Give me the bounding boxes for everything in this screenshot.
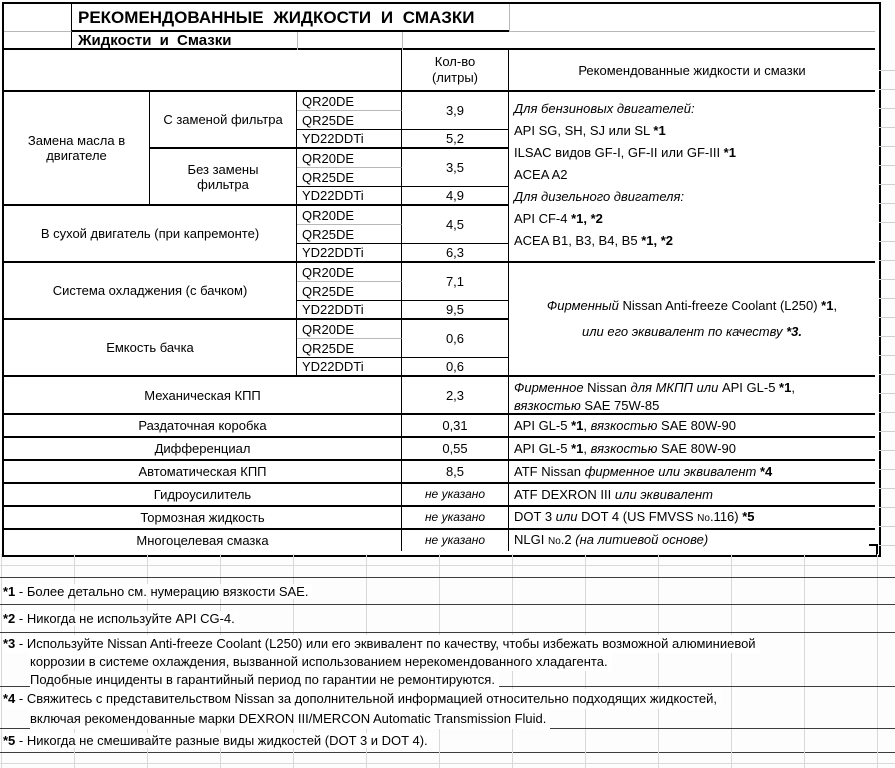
cell-value[interactable] (402, 461, 509, 484)
cell-engine-qr25de[interactable] (297, 282, 402, 301)
cell-value[interactable] (402, 438, 509, 461)
footnote-ref: *1, *2 (641, 233, 673, 248)
value-text: 5,2 (445, 131, 465, 146)
rec-antifreeze-line2: или его эквивалент по качеству *3. (581, 324, 803, 339)
page-subtitle-text: Жидкости и Смазки (78, 31, 232, 49)
cell-value[interactable] (402, 507, 509, 530)
column-header-quantity[interactable] (402, 50, 509, 92)
footnote-text: *2 - Никогда не используйте API CG-4. (3, 611, 239, 626)
engine-label: QR25DE (302, 283, 355, 299)
engine-label: QR25DE (302, 340, 355, 356)
engine-label: QR20DE (302, 264, 355, 280)
footnote-ref: *1 (653, 123, 666, 138)
footnote-2[interactable] (0, 605, 895, 633)
cell-engine-yd22ddti[interactable] (297, 358, 402, 377)
rec-diesel-api: API CF-4 *1, *2 (514, 211, 603, 226)
differential-label: Дифференциал (154, 441, 251, 456)
rec-grease: NLGI No.2 (на литиевой основе) (514, 532, 709, 547)
sheet-empty-bottom (0, 752, 895, 768)
grid-line (0, 565, 895, 566)
rec-ps: ATF DEXRON III или эквивалент (514, 487, 713, 502)
footnote-text: *5 - Никогда не смешивайте разные виды жидкостей (DOT 3 и DOT 4). (3, 733, 432, 748)
footnote-line: *3 - Используйте Nissan Anti-freeze Coolant (L250) или его эквивалент по качеству, чтобы избежать возможной алюминиевой (3, 635, 895, 653)
page-title[interactable] (72, 4, 509, 32)
cell-rec-grease[interactable] (509, 530, 875, 551)
rec-mkpp-line2: вязкостью SAE 75W-85 (514, 398, 660, 413)
rec-gas-ilsac: ILSAC видов GF-I, GF-II или GF-III *1 (514, 145, 736, 160)
cell-rec-transfer-case[interactable] (509, 415, 875, 438)
with-filter-label: С заменой фильтра (163, 112, 283, 127)
value-text: 3,9 (445, 103, 465, 118)
value-text: не указано (424, 533, 486, 547)
grid-line (402, 32, 403, 50)
footnote-ref: *1 (723, 145, 736, 160)
engine-label: QR20DE (302, 150, 355, 166)
cell-with-filter[interactable] (150, 92, 297, 149)
cell-engine-qr20de[interactable] (297, 263, 402, 282)
dry-engine-label: В сухой двигатель (при капремонте) (40, 226, 260, 241)
cell-category-oil-change[interactable] (4, 92, 150, 206)
without-filter-label: Без замены фильтра (187, 161, 259, 192)
rec-mkpp-line1: Фирменное Nissan для МКПП или API GL-5 *1, (514, 380, 795, 395)
rec-gl80: API GL-5 *1, вязкостью SAE 80W-90 (514, 441, 736, 456)
sheet-gridline-stubs (879, 52, 895, 553)
footnote-1[interactable] (0, 578, 895, 605)
cell-subtitle-left-blank[interactable] (4, 32, 72, 50)
cell-value[interactable] (402, 149, 509, 187)
cell-category-power-steering[interactable] (4, 484, 402, 507)
footnote-3[interactable] (0, 633, 895, 687)
value-text: 3,5 (445, 160, 465, 175)
power-steering-label: Гидроусилитель (153, 487, 252, 502)
cell-value[interactable] (402, 320, 509, 358)
engine-label: QR25DE (302, 226, 355, 242)
footnote-ref: *4 (756, 464, 773, 479)
value-text: 4,5 (445, 217, 465, 232)
grease-label: Многоцелевая смазка (136, 533, 269, 548)
page-subtitle[interactable] (72, 32, 875, 50)
rec-header-text: Рекомендованные жидкости и смазки (578, 62, 806, 78)
engine-label: YD22DDTi (302, 131, 364, 146)
column-header-recommended[interactable] (509, 50, 875, 92)
cell-category-brake-fluid[interactable] (4, 507, 402, 530)
footnote-ref: *1 (779, 380, 792, 395)
cell-value[interactable] (402, 206, 509, 244)
cell-value[interactable] (402, 358, 509, 377)
cell-rec-manual-gearbox[interactable] (509, 377, 875, 415)
footnote-text: *1 - Более детально см. нумерацию вязкости SAE. (3, 584, 312, 599)
rec-gas-acea: ACEA A2 (514, 167, 568, 182)
footnote-line: Подобные инциденты в гарантийный период по гарантии не ремонтируются. (30, 671, 895, 689)
footnote-line: включая рекомендованные марки DEXRON III/MERCON Automatic Transmission Fluid. (30, 709, 895, 729)
auto-gearbox-label: Автоматическая КПП (138, 464, 267, 479)
cooling-label: Система охладжения (с бачком) (52, 283, 248, 298)
cell-value[interactable] (402, 187, 509, 206)
rec-brake: DOT 3 или DOT 4 (US FMVSS No.116) *5 (514, 509, 755, 524)
rec-gas-header: Для бензиновых двигателей: (514, 101, 695, 116)
oil-change-label: Замена масла в двигателе (27, 133, 126, 163)
cell-rec-auto-gearbox[interactable] (509, 461, 875, 484)
footnote-mark: *5 (3, 733, 16, 748)
footnote-ref: *1 (821, 298, 834, 313)
rec-atf: ATF Nissan фирменное или эквивалент *4 (514, 464, 773, 479)
cell-engine-yd22ddti[interactable] (297, 130, 402, 149)
engine-label: YD22DDTi (302, 359, 364, 374)
cell-corner-blank[interactable] (4, 4, 72, 32)
value-text: 0,6 (445, 331, 465, 346)
cell-without-filter[interactable] (150, 149, 297, 206)
engine-label: QR20DE (302, 207, 355, 223)
footnote-line: коррозии в системе охлаждения, вызванной использованием нерекомендованного хладагента. (30, 653, 895, 671)
value-text: не указано (424, 487, 486, 501)
footnotes-section (0, 577, 895, 752)
qty-header-line1: Кол-во (434, 54, 476, 69)
cell-engine-qr25de[interactable] (297, 111, 402, 130)
cell-value[interactable] (402, 530, 509, 551)
footnote-mark: *2 (3, 611, 16, 626)
grid-line (297, 32, 298, 50)
cell-value[interactable] (402, 415, 509, 438)
footnote-ref: *1 (571, 418, 584, 433)
footnote-line: *4 - Свяжитесь с представительством Nissan за дополнительной информацией относительно подходящих жидкостей, (3, 689, 895, 709)
cell-category-dry-engine[interactable] (4, 206, 297, 263)
cell-title-right-blank[interactable] (509, 4, 875, 32)
cell-rec-differential[interactable] (509, 438, 875, 461)
cell-category-differential[interactable] (4, 438, 402, 461)
rec-gl80: API GL-5 *1, вязкостью SAE 80W-90 (514, 418, 736, 433)
value-text: 8,5 (445, 464, 465, 479)
cell-category-cooling[interactable] (4, 263, 297, 320)
cell-engine-qr20de[interactable] (297, 149, 402, 168)
brake-fluid-label: Тормозная жидкость (140, 510, 265, 525)
engine-label: QR25DE (302, 112, 355, 128)
cell-rec-power-steering[interactable] (509, 484, 875, 507)
footnote-ref: *5 (742, 509, 755, 524)
cell-engine-yd22ddti[interactable] (297, 244, 402, 263)
engine-label: YD22DDTi (302, 302, 364, 317)
footnote-mark: *4 (3, 691, 16, 706)
cell-value[interactable] (402, 263, 509, 301)
value-text: 7,1 (445, 274, 465, 289)
cell-engine-qr20de[interactable] (297, 320, 402, 339)
value-text: 0,55 (442, 441, 468, 456)
cell-value[interactable] (402, 244, 509, 263)
qty-header-line2: (литры) (431, 70, 479, 85)
cell-header-blank[interactable] (4, 50, 402, 92)
value-text: 4,9 (445, 188, 465, 203)
footnote-ref: *1 (571, 441, 584, 456)
engine-label: QR20DE (302, 321, 355, 337)
cell-engine-yd22ddti[interactable] (297, 301, 402, 320)
fluids-table (2, 2, 881, 557)
rec-diesel-header: Для дизельного двигателя: (514, 189, 685, 204)
page-title-text: РЕКОМЕНДОВАННЫЕ ЖИДКОСТИ И СМАЗКИ (78, 7, 475, 27)
rec-diesel-acea: ACEA B1, B3, B4, B5 *1, *2 (514, 233, 673, 248)
cell-engine-qr25de[interactable] (297, 168, 402, 187)
cell-category-auto-gearbox[interactable] (4, 461, 402, 484)
manual-gearbox-label: Механическая КПП (144, 387, 261, 403)
grid-line (509, 4, 510, 32)
engine-label: QR20DE (302, 93, 355, 109)
cell-category-transfer-case[interactable] (4, 415, 402, 438)
grid-line (0, 763, 895, 764)
footnote-mark: *3 (3, 636, 16, 651)
engine-label: QR25DE (302, 169, 355, 185)
cell-rec-engine-oils[interactable] (509, 92, 875, 263)
footnote-4[interactable] (0, 687, 895, 729)
cell-value[interactable] (402, 130, 509, 149)
cell-engine-qr20de[interactable] (297, 206, 402, 225)
cell-category-manual-gearbox[interactable] (4, 377, 402, 415)
value-text: 0,31 (442, 418, 468, 433)
rec-gas-api: API SG, SH, SJ или SL *1 (514, 123, 666, 138)
value-text: 9,5 (445, 302, 465, 317)
engine-label: YD22DDTi (302, 188, 364, 203)
value-text: 6,3 (445, 245, 465, 260)
cell-engine-qr25de[interactable] (297, 339, 402, 358)
cell-value[interactable] (402, 377, 509, 415)
cell-rec-antifreeze[interactable] (509, 263, 875, 377)
cell-engine-yd22ddti[interactable] (297, 187, 402, 206)
cell-category-grease[interactable] (4, 530, 402, 551)
footnote-ref: *1, *2 (571, 211, 603, 226)
transfer-case-label: Раздаточная коробка (138, 418, 267, 433)
tank-label: Емкость бачка (106, 340, 194, 355)
cell-value[interactable] (402, 92, 509, 130)
cell-engine-qr20de[interactable] (297, 92, 402, 111)
footnote-mark: *1 (3, 583, 16, 599)
cell-value[interactable] (402, 484, 509, 507)
value-text: 2,3 (445, 387, 465, 403)
cell-category-tank[interactable] (4, 320, 297, 377)
value-text: не указано (424, 510, 486, 524)
cell-rec-brake-fluid[interactable] (509, 507, 875, 530)
cell-engine-qr25de[interactable] (297, 225, 402, 244)
footnote-ref: *3. (786, 324, 803, 339)
value-text: 0,6 (445, 359, 465, 374)
cell-value[interactable] (402, 301, 509, 320)
rec-antifreeze-line1: Фирменный Nissan Anti-freeze Coolant (L250) *1, (546, 298, 838, 313)
engine-label: YD22DDTi (302, 245, 364, 260)
footnote-5[interactable] (0, 729, 895, 753)
